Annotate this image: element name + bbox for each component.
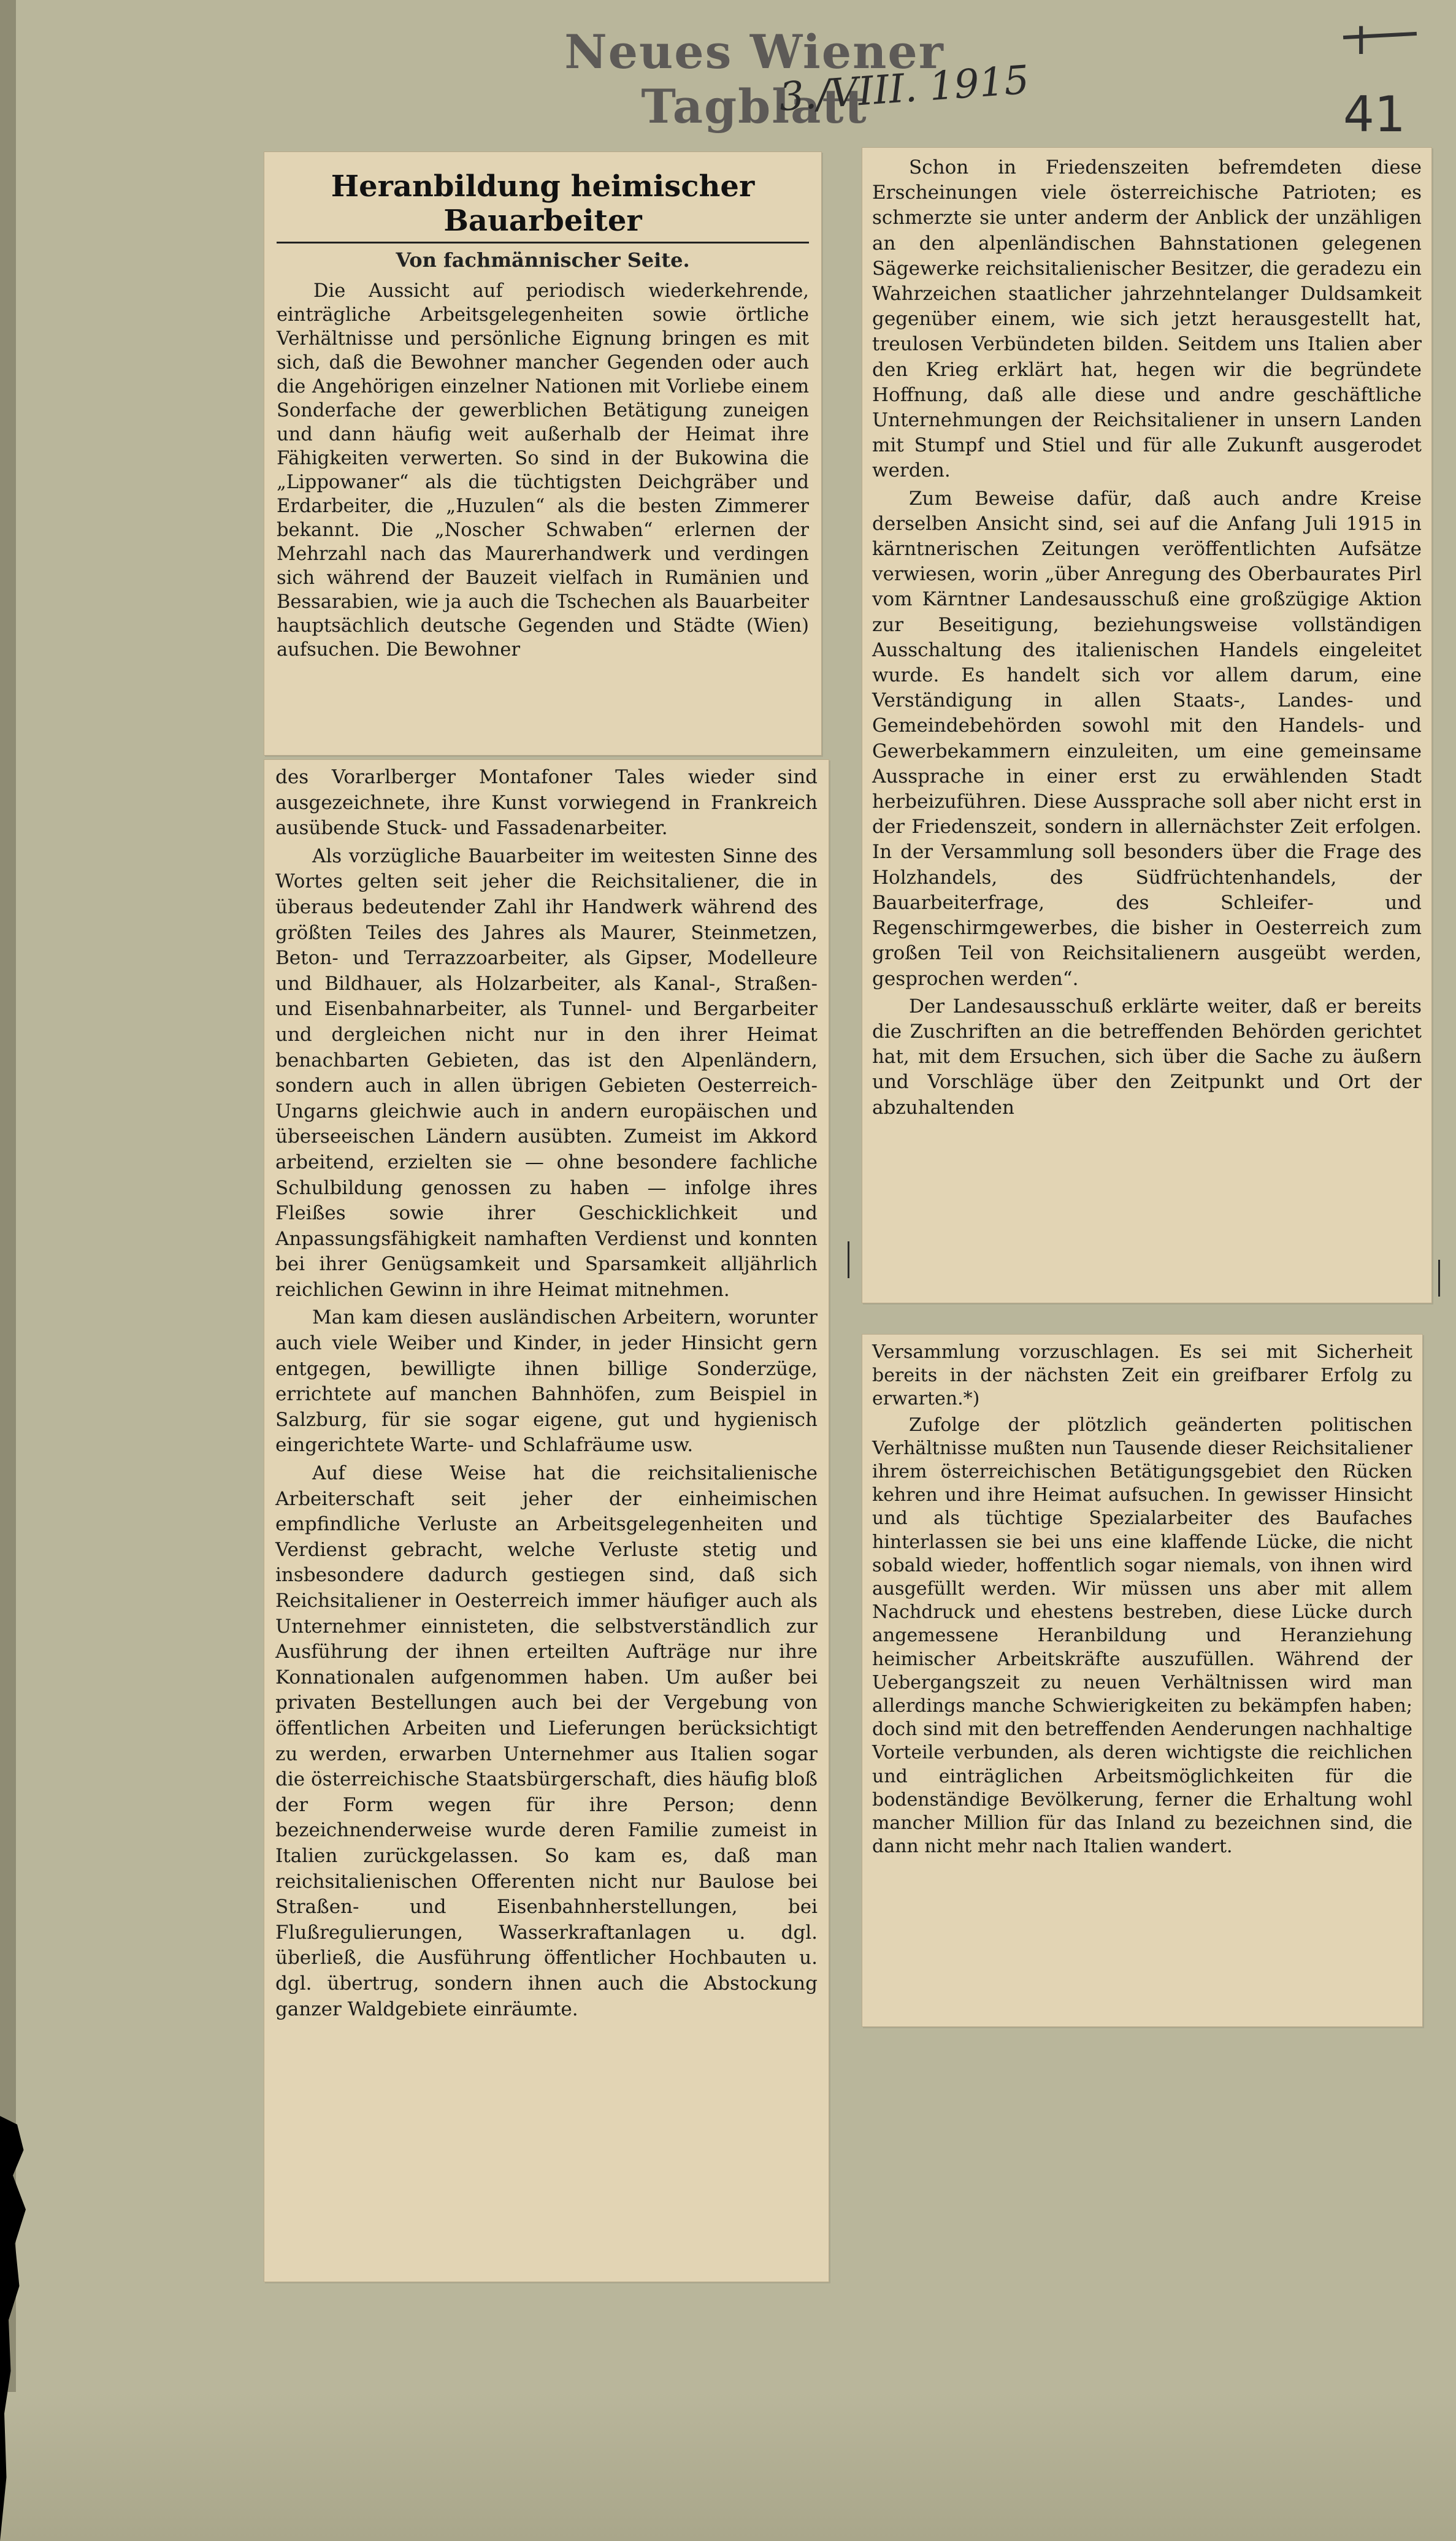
paragraph: Zufolge der plötzlich geänderten politischen Verhältnisse mußten nun Tausende dieser Reichsitaliener ihrem österreichischen Betätigungsgebiet den Rücken kehren und ihre Heimat aufsuchen. In gewisser Hinsicht und als tüchtige Spezialarbeiter des Baufaches hinterlassen sie bei uns eine klaffende Lücke, die nicht sobald wieder, hoffentlich sogar niemals, von ihnen wird ausgefüllt werden. Wir müssen uns aber mit allem Nachdruck und ehestens bestreben, diese Lücke durch angemessene Heranbildung und Heranziehung heimischer Arbeitskräfte auszufüllen. Während der Uebergangszeit zu neuen Verhältnissen wird man allerdings manche Schwierigkeiten zu bekämpfen haben; doch sind mit den betreffenden Aenderungen nachhaltige Vorteile verbunden, als deren wichtigste die reichlichen und einträglichen Arbeitsmöglichkeiten für die bodenständige Bevölkerung, ferner die Erhaltung wohl mancher Million für das Inland zu bezeichnen sind, die dann nicht mehr nach Italien wandert.: [872, 1414, 1412, 1858]
clipping-column-4: [862, 1334, 1423, 2027]
paragraph: Auf diese Weise hat die reichsitalienische Arbeiterschaft seit jeher der einheimischen empfindliche Verluste an Arbeitsgelegenheiten und Verdienst gebracht, welche Verluste stetig und insbesondere dadurch gestiegen sind, daß sich Reichsitaliener in Oesterreich immer häufiger auch als Unternehmer einnisteten, die selbstverständlich zur Ausführung der ihnen erteilten Aufträge nur ihre Konnationalen aufgenommen haben. Um außer bei privaten Bestellungen auch bei der Vergebung von öffentlichen Arbeiten und Lieferungen berücksichtigt zu werden, erwarben Unternehmer aus Italien sogar die österreichische Staatsbürgerschaft, dies häufig bloß der Form wegen für ihre Person; denn bezeichnenderweise wurde deren Familie zumeist in Italien zurückgelassen. So kam es, daß man reichsitalienischen Offerenten nicht nur Baulose bei Straßen- und Eisenbahnherstellungen, bei Flußregulierungen, Wasserkraftanlagen u. dgl. überließ, die Ausführung öffentlicher Hochbauten u. dgl. übertrug, sondern ihnen auch die Abstockung ganzer Waldgebiete einräumte.: [275, 1462, 818, 2020]
headline-rule: [277, 242, 809, 243]
paragraph: Versammlung vorzuschlagen. Es sei mit Sicherheit bereits in der nächsten Zeit ein greifbarer Erfolg zu erwarten.*): [872, 1341, 1412, 1410]
article-headline: Heranbildung heimischer Bauarbeiter: [331, 169, 755, 238]
clipping-headline-column: [264, 151, 822, 756]
paragraph: des Vorarlberger Montafoner Tales wieder sind ausgezeichnete, ihre Kunst vorwiegend in Frankreich ausübende Stuck- und Fassadenarbeiter.: [275, 766, 818, 840]
paragraph: Die Aussicht auf periodisch wiederkehrende, einträgliche Arbeitsgelegenheiten sowie örtliche Verhältnisse und persönliche Eignung bringen es mit sich, daß die Bewohner mancher Gegenden oder auch die Angehörigen einzelner Nationen mit Vorliebe einem Sonderfache der gewerblichen Betätigung zuneigen und dann häufig weit außerhalb der Heimat ihre Fähigkeiten verwerten. So sind in der Bukowina die „Lippowaner“ als die tüchtigsten Deichgräber und Erdarbeiter, die „Huzulen“ als die besten Zimmerer bekannt. Die „Noscher Schwaben“ erlernen der Mehrzahl nach das Maurerhandwerk und verdingen sich während der Bauzeit vielfach in Rumänien und Bessarabien, wie ja auch die Tschechen als Bauarbeiter hauptsächlich deutsche Gegenden und Städte (Wien) aufsuchen. Die Bewohner: [277, 280, 809, 661]
paragraph: Als vorzügliche Bauarbeiter im weitesten Sinne des Wortes gelten seit jeher die Reichsitaliener, die in überaus bedeutender Zahl ihr Handwerk während des größten Teiles des Jahres als Maurer, Steinmetzen, Beton- und Terrazzoarbeiter, als Gipser, Modelleure und Bildhauer, als Holzarbeiter, als Kanal-, Straßen- und Eisenbahnarbeiter, als Tunnel- und Bergarbeiter und dergleichen nicht nur in den ihrer Heimat benachbarten Gebieten, das ist den Alpenländern, sondern auch in allen übrigen Gebieten Oesterreich-Ungarns gleichwie auch in andern europäischen und überseeischen Ländern ausübten. Zumeist im Akkord arbeitend, erzielten sie — ohne besondere fachliche Schulbildung genossen zu haben — infolge ihres Fleißes sowie ihrer Geschicklichkeit und Anpassungsfähigkeit namhaften Verdienst und konnten bei ihrer Genügsamkeit und Sparsamkeit alljährlich reichlichen Gewinn in ihre Heimat mitnehmen.: [275, 845, 818, 1301]
paragraph: Man kam diesen ausländischen Arbeitern, worunter auch viele Weiber und Kinder, in jeder Hinsicht gern entgegen, bewilligte ihnen billige Sonderzüge, errichtete auf manchen Bahnhöfen, zum Beispiel in Salzburg, für sie sogar eigene, gut und hygienisch eingerichtete Warte- und Schlafräume usw.: [275, 1306, 818, 1457]
archive-number: 41: [1343, 86, 1406, 143]
paragraph: Der Landesausschuß erklärte weiter, daß er bereits die Zuschriften an die betreffenden Behörden gerichtet hat, mit dem Ersuchen, sich über die Sache zu äußern und Vorschläge über den Zeitpunkt und Ort der abzuhaltenden: [872, 995, 1422, 1119]
newspaper-masthead: Neues Wiener Tagblatt: [564, 25, 944, 134]
archive-mark: I: [1355, 18, 1367, 63]
handwritten-date: 3./VIII. 1915: [777, 57, 1031, 121]
clipping-column-2: [264, 759, 829, 2282]
margin-mark: [848, 1241, 849, 1278]
margin-mark: [1438, 1260, 1440, 1297]
paragraph: Schon in Friedenszeiten befremdeten diese Erscheinungen viele österreichische Patrioten; es schmerzte sie unter anderm der Anblick der unzähligen an den alpenländischen Bahnstationen gelegenen Sägewerke reichsitalienischer Besitzer, die geradezu ein Wahrzeichen staatlicher jahrzehntelanger Duldsamkeit gegenüber einem, wie sich jetzt herausgestellt hat, treulosen Verbündeten bilden. Seitdem uns Italien aber den Krieg erklärt hat, hegen wir die begründete Hoffnung, daß alle diese und andre geschäftliche Unternehmungen der Reichsitaliener in unsern Landen mit Stumpf und Stiel und für alle Zukunft ausgerodet werden.: [872, 156, 1422, 482]
paragraph: Zum Beweise dafür, daß auch andre Kreise derselben Ansicht sind, sei auf die Anfang Juli 1915 in kärntnerischen Zeitungen veröffentlichten Aufsätze verwiesen, worin „über Anregung des Oberbaurates Pirl vom Kärntner Landesausschuß eine großzügige Aktion zur Beseitigung, beziehungsweise vollständigen Ausschaltung des italienischen Handels eingeleitet wurde. Es handelt sich vor allem darum, eine Verständigung in allen Staats-, Landes- und Gemeindebehörden sowohl mit den Handels- und Gewerbekammern einzuleiten, um eine gemeinsame Aussprache in einer erst zu erwählenden Stadt herbeizuführen. Diese Aussprache soll aber nicht erst in der Friedenszeit, sondern in allernächster Zeit erfolgen. In der Versammlung soll besonders über die Frage des Holzhandels, des Südfrüchtenhandels, der Bauarbeiterfrage, des Schleifer- und Regenschirmgewerbes, die bisher in Oesterreich zum großen Teil von Reichsitalienern ausgeübt werden, gesprochen werden“.: [872, 487, 1422, 990]
archive-mark-line: [1343, 32, 1417, 39]
clipping-column-3: [862, 147, 1432, 1303]
article-byline: Von fachmännischer Seite.: [396, 248, 690, 272]
sheet-bottom-shade: [0, 2392, 1456, 2541]
